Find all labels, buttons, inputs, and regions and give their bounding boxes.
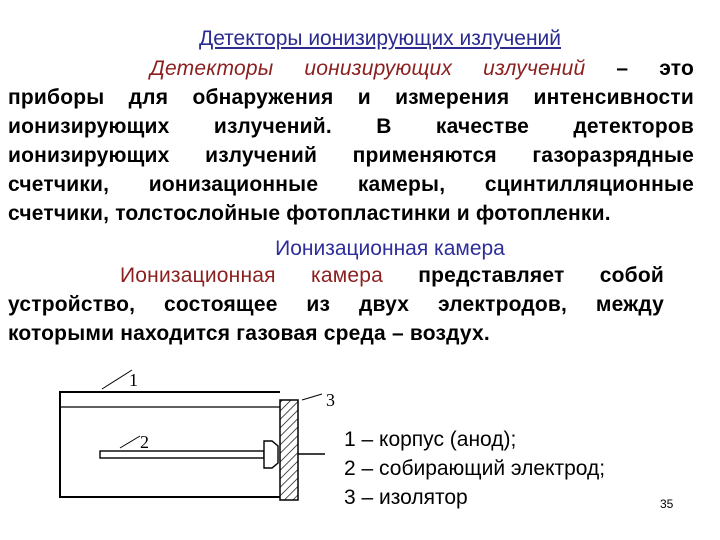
figure-legend — [344, 425, 605, 512]
paragraph-line: приборы для обнаружения и измерения интенсивности — [8, 86, 694, 109]
figure-label-1: 1 — [129, 370, 138, 390]
paragraph-detectors-definition — [8, 54, 694, 228]
legend-item: 3 – изолятор — [344, 486, 468, 509]
legend-item: 2 – собирающий электрод; — [344, 457, 606, 480]
paragraph-line: счетчики, толстослойные фотопластинки и фотопленки. — [8, 202, 611, 225]
line-text: – это — [585, 57, 694, 80]
paragraph-line: которыми находится газовая среда – воздух. — [8, 322, 490, 345]
figure-label-3: 3 — [326, 390, 335, 410]
section-title-detectors: Детекторы ионизирующих излучений — [198, 27, 562, 50]
section-title-ionization-chamber: Ионизационная камера — [275, 237, 505, 260]
collecting-electrode — [100, 451, 264, 458]
figure-label-2: 2 — [140, 432, 149, 452]
page-number: 35 — [660, 497, 674, 511]
term-highlight: Ионизационная камера — [120, 264, 383, 287]
paragraph-line: устройство, состоящее из двух электродов, между — [8, 293, 664, 316]
chamber-body — [60, 392, 280, 497]
term-highlight: Детекторы ионизирующих излучений — [150, 57, 586, 80]
legend-item: 1 – корпус (анод); — [344, 428, 517, 451]
leader-line-2 — [120, 436, 140, 448]
leader-line-3 — [302, 394, 322, 400]
line-text: представляет собой — [382, 264, 664, 287]
electrode-cap — [264, 441, 278, 468]
paragraph-line — [8, 261, 664, 290]
paragraph-line: счетчики, ионизационные камеры, сцинтилляционные — [8, 173, 694, 196]
leader-line-1 — [102, 370, 132, 389]
paragraph-line: ионизирующих излучений. В качестве детекторов — [8, 115, 694, 138]
paragraph-chamber-definition — [8, 261, 664, 348]
insulator-hatched — [280, 400, 298, 500]
paragraph-line — [8, 54, 694, 83]
paragraph-line: ионизирующих излучений применяются газоразрядные — [8, 144, 694, 167]
ionization-chamber-diagram — [40, 362, 340, 522]
